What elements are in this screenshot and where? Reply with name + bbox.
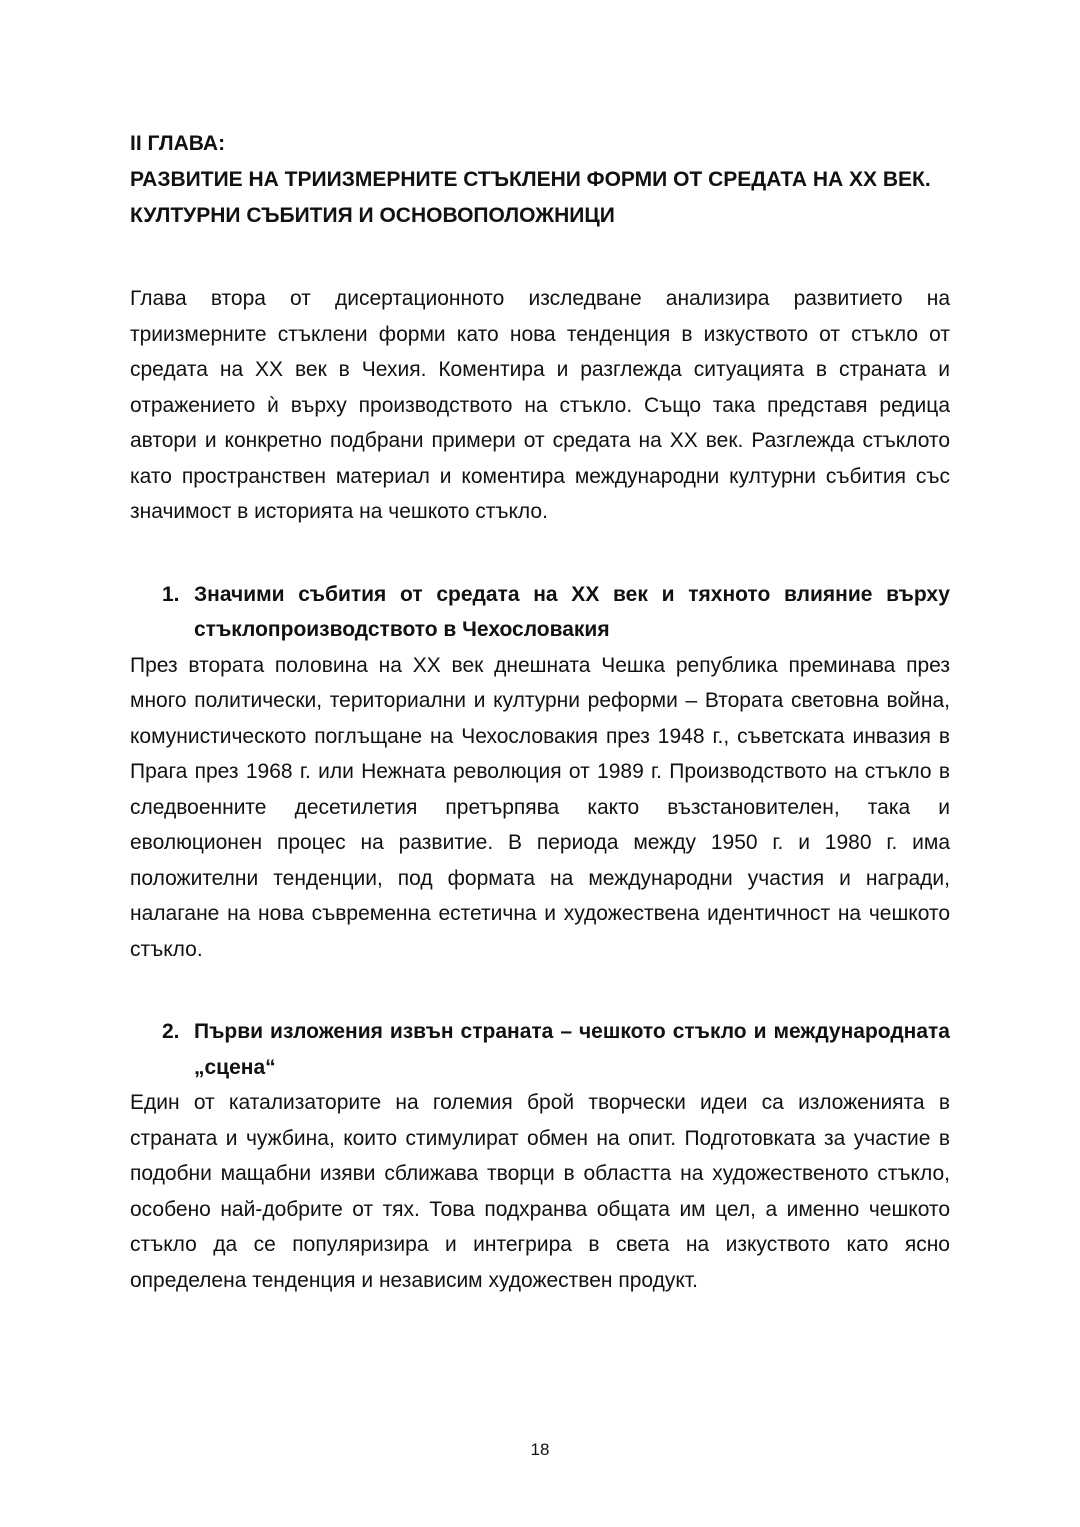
chapter-heading [130, 126, 950, 234]
section-number: 2. [162, 1020, 180, 1043]
section-title: Значими събития от средата на XX век и тяхното влияние върху стъклопроизводството в Чехословакия [194, 582, 950, 641]
section-body: Един от катализаторите на големия брой творчески идеи са изложенията в страната и чужбина, които стимулират обмен на опит. Подготовката за участие в подобни мащабни изяви сближава творци в областта на художественото стъкло, особено най-добрите от тях. Това подхранва общата им цел, а именно чешкото стъкло да се популяризира и интегрира в света на изкуството като ясно определена тенденция и независим художествен продукт. [130, 1091, 950, 1292]
document-page [130, 126, 950, 1298]
chapter-title-line-2: КУЛТУРНИ СЪБИТИЯ И ОСНОВОПОЛОЖНИЦИ [130, 204, 615, 227]
section-2 [130, 1014, 950, 1298]
section-heading [130, 1014, 950, 1085]
page-number: 18 [530, 1440, 550, 1459]
section-heading [130, 577, 950, 648]
section-body: През втората половина на XX век днешната Чешка република преминава през много политически, териториални и културни реформи – Втората световна война, комунистическото поглъщане на Чехословакия през 1948 г., съветската инвазия в Прага през 1968 г. или Нежната революция от 1989 г. Производството на стъкло в следвоенните десетилетия претърпява както възстановителен, така и еволюционен процес на развитие. В периода между 1950 г. и 1980 г. има положителни тенденции, под формата на международни участия и награди, налагане на нова съвременна естетична и художествена идентичност на чешкото стъкло. [130, 653, 950, 961]
section-number: 1. [162, 582, 180, 606]
intro-paragraph: Глава втора от дисертационното изследване анализира развитието на триизмерните стъклени форми като нова тенденция в изкуството от стъкло от средата на XX век в Чехия. Коментира и разглежда ситуацията в страната и отражението ѝ върху производството на стъкло. Също така представя редица автори и конкретно подбрани примери от средата на XX век. Разглежда стъклото като пространствен материал и коментира международни културни събития със значимост в историята на чешкото стъкло. [130, 287, 950, 523]
section-title: Първи изложения извън страната – чешкото стъкло и международната „сцена“ [194, 1020, 950, 1079]
section-1 [130, 577, 950, 968]
chapter-label: II ГЛАВА: [130, 132, 226, 155]
chapter-title-line-1: РАЗВИТИЕ НА ТРИИЗМЕРНИТЕ СТЪКЛЕНИ ФОРМИ ОТ СРЕДАТА НА XX ВЕК. [130, 168, 931, 191]
